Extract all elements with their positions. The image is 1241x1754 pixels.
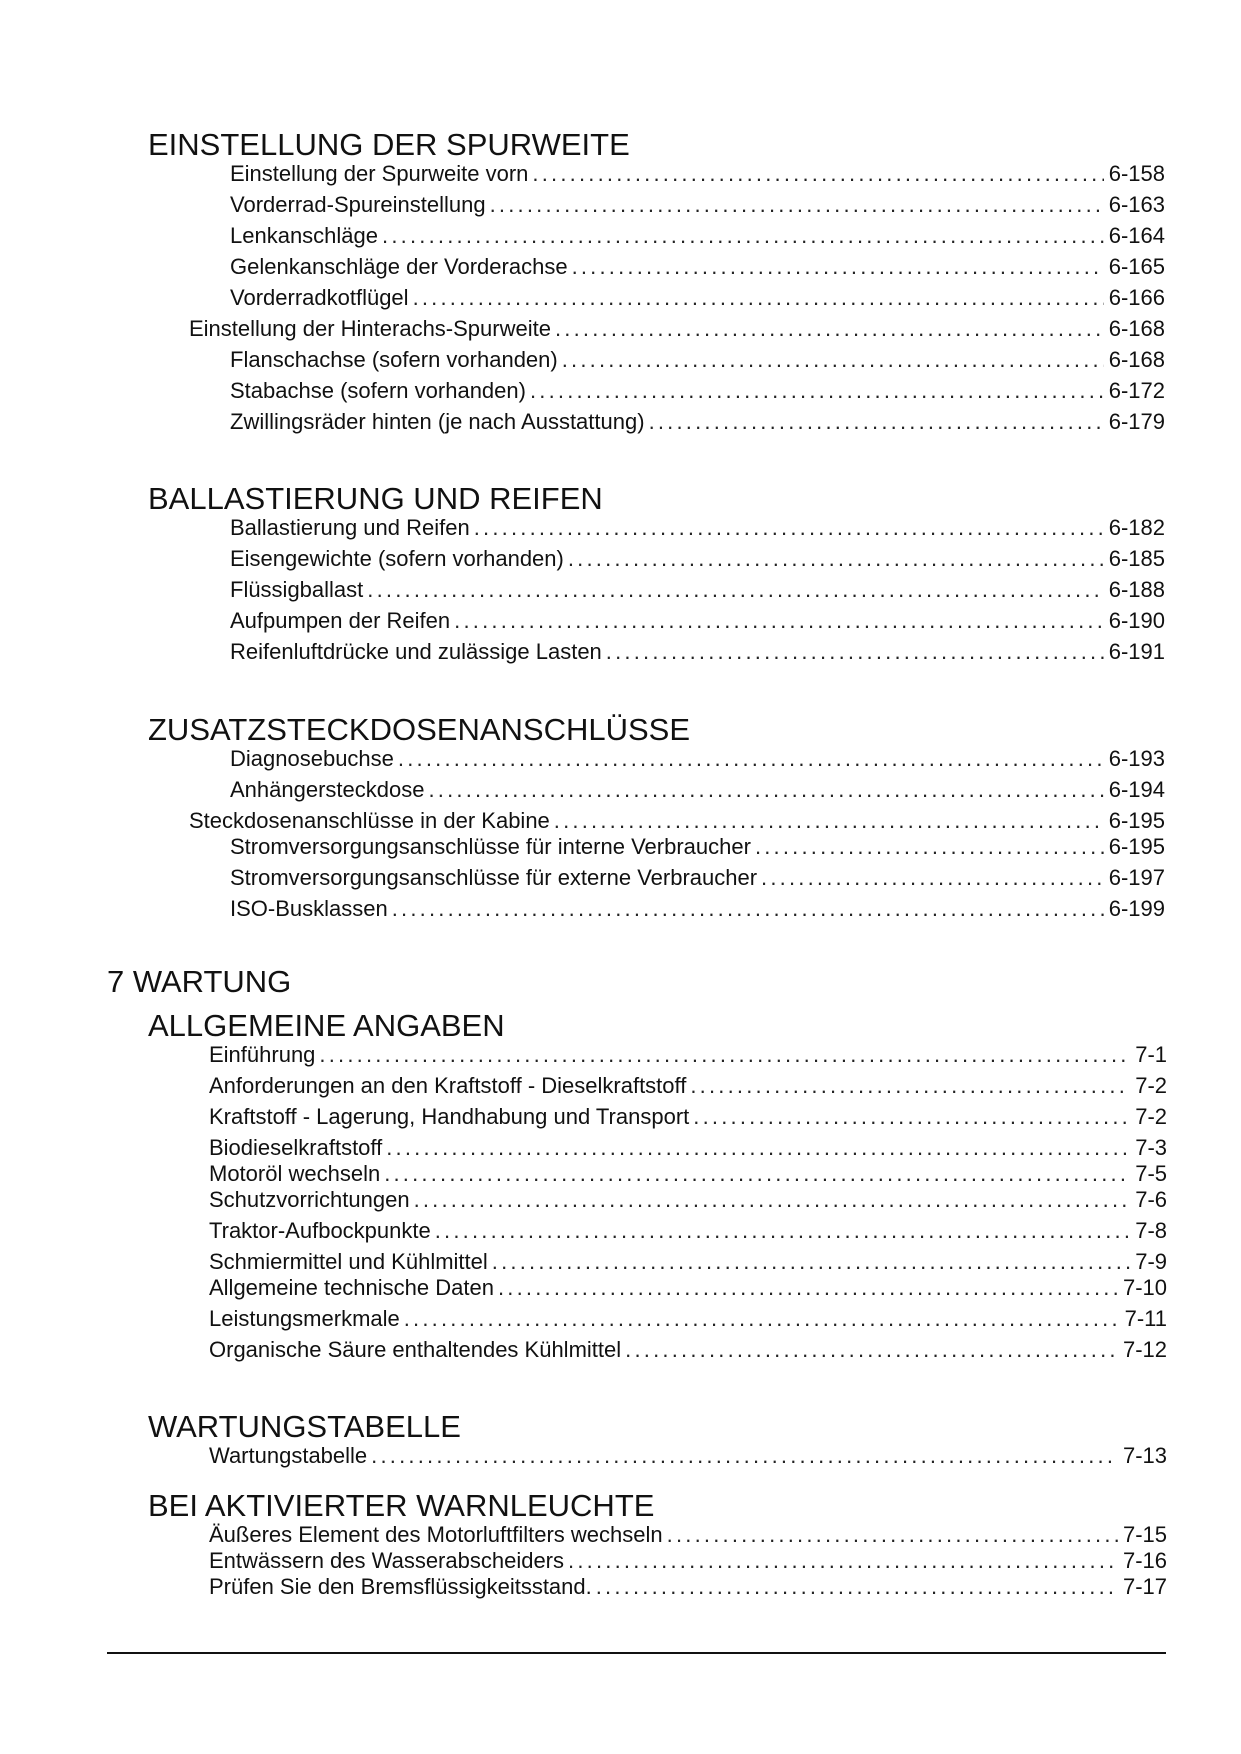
dot-leader [596,1576,1118,1598]
toc-entry-page: 6-199 [1108,896,1165,921]
toc-entry-label: Schutzvorrichtungen [209,1187,410,1212]
dot-leader [530,380,1104,402]
toc-entry-page: 6-195 [1108,808,1165,833]
toc-entry[interactable] [189,810,1165,832]
toc-entry[interactable] [209,1163,1167,1185]
toc-entry[interactable] [209,1137,1167,1159]
dot-leader [498,1277,1118,1299]
toc-entry[interactable] [230,163,1165,185]
toc-entry-page: 7-9 [1135,1249,1167,1274]
toc-entry[interactable] [209,1044,1167,1066]
toc-entry[interactable] [209,1308,1167,1330]
toc-entry[interactable] [209,1106,1167,1128]
dot-leader [413,287,1104,309]
toc-entry-page: 6-185 [1108,546,1165,571]
toc-entry-label: Einführung [209,1042,316,1067]
toc-entry-label: Entwässern des Wasserabscheiders [209,1548,565,1573]
toc-entry-label: Stabachse (sofern vorhanden) [230,378,526,403]
toc-entry-label: Flanschachse (sofern vorhanden) [230,347,558,372]
toc-entry-page: 6-193 [1108,746,1165,771]
toc-entry[interactable] [209,1189,1167,1211]
toc-entry-label: Traktor-Aufbockpunkte [209,1218,431,1243]
toc-entry[interactable] [230,836,1165,858]
toc-entry[interactable] [230,779,1165,801]
dot-leader [555,318,1104,340]
toc-entry-page: 6-164 [1108,223,1165,248]
chapter-heading: 7 WARTUNG [107,964,292,999]
section-heading-warnleuchte: BEI AKTIVIERTER WARNLEUCHTE [148,1488,655,1523]
toc-entry-page: 6-163 [1108,192,1165,217]
dot-leader [398,748,1104,770]
toc-entry-page: 6-194 [1108,777,1165,802]
dot-leader [667,1524,1118,1546]
toc-entry[interactable] [209,1220,1167,1242]
toc-entry-label: Äußeres Element des Motorluftfilters wechseln [209,1522,663,1547]
footer-divider [107,1652,1166,1654]
toc-entry-label: Kraftstoff - Lagerung, Handhabung und Transport [209,1104,690,1129]
toc-entry[interactable] [230,867,1165,889]
dot-leader [404,1308,1120,1330]
toc-entry-page: 7-16 [1122,1548,1167,1573]
dot-leader [474,517,1104,539]
toc-entry-label: Stromversorgungsanschlüsse für externe Verbraucher [230,865,758,890]
toc-entry-page: 6-195 [1108,834,1165,859]
toc-entry-page: 7-13 [1122,1443,1167,1468]
toc-entry[interactable] [209,1576,1167,1598]
toc-entry[interactable] [230,380,1165,402]
dot-leader [568,548,1104,570]
toc-entry-page: 7-6 [1135,1187,1167,1212]
toc-entry-label: Biodieselkraftstoff [209,1135,383,1160]
toc-entry-label: Prüfen Sie den Bremsflüssigkeitsstand. [209,1574,592,1599]
dot-leader [382,225,1104,247]
dot-leader [755,836,1104,858]
toc-entry[interactable] [230,349,1165,371]
toc-entry-page: 6-165 [1108,254,1165,279]
dot-leader [572,256,1104,278]
toc-entry-label: Vorderrad-Spureinstellung [230,192,486,217]
dot-leader [371,1445,1118,1467]
toc-entry-label: Leistungsmerkmale [209,1306,400,1331]
dot-leader [435,1220,1130,1242]
toc-entry[interactable] [209,1524,1167,1546]
dot-leader [367,579,1103,601]
toc-entry-label: Einstellung der Spurweite vorn [230,161,529,186]
toc-entry-page: 7-5 [1135,1161,1167,1186]
toc-entry-label: Schmiermittel und Kühlmittel [209,1249,488,1274]
dot-leader [606,641,1104,663]
toc-entry[interactable] [189,318,1165,340]
toc-entry-page: 6-166 [1108,285,1165,310]
dot-leader [649,411,1104,433]
dot-leader [428,779,1103,801]
toc-entry-label: Allgemeine technische Daten [209,1275,494,1300]
toc-entry[interactable] [230,579,1165,601]
section-heading-ballast: BALLASTIERUNG UND REIFEN [148,481,603,516]
toc-entry[interactable] [230,287,1165,309]
toc-entry-label: ISO-Busklassen [230,896,388,921]
toc-entry[interactable] [230,194,1165,216]
dot-leader [568,1550,1118,1572]
toc-entry[interactable] [209,1339,1167,1361]
toc-entry[interactable] [209,1251,1167,1273]
toc-entry[interactable] [230,225,1165,247]
toc-entry-label: Organische Säure enthaltendes Kühlmittel [209,1337,622,1362]
toc-entry-label: Aufpumpen der Reifen [230,608,451,633]
toc-entry[interactable] [230,517,1165,539]
toc-entry-label: Zwillingsräder hinten (je nach Ausstattung) [230,409,645,434]
dot-leader [490,194,1104,216]
dot-leader [492,1251,1130,1273]
dot-leader [761,867,1104,889]
toc-entry-page: 6-191 [1108,639,1165,664]
toc-entry-label: Steckdosenanschlüsse in der Kabine [189,808,550,833]
toc-entry-page: 7-10 [1122,1275,1167,1300]
dot-leader [625,1339,1118,1361]
toc-entry[interactable] [230,898,1165,920]
toc-entry[interactable] [209,1075,1167,1097]
dot-leader [454,610,1104,632]
toc-entry[interactable] [230,548,1165,570]
toc-entry-page: 7-3 [1135,1135,1167,1160]
dot-leader [392,898,1104,920]
toc-entry-label: Einstellung der Hinterachs-Spurweite [189,316,551,341]
dot-leader [693,1106,1130,1128]
toc-entry[interactable] [230,748,1165,770]
section-heading-allgemein: ALLGEMEINE ANGABEN [148,1008,505,1043]
toc-entry-page: 7-8 [1135,1218,1167,1243]
toc-entry[interactable] [209,1277,1167,1299]
toc-entry-page: 6-197 [1108,865,1165,890]
section-heading-steckdosen: ZUSATZSTECKDOSENANSCHLÜSSE [148,712,691,747]
toc-entry-page: 6-182 [1108,515,1165,540]
toc-entry-page: 6-188 [1108,577,1165,602]
toc-entry-page: 7-17 [1122,1574,1167,1599]
toc-entry-page: 6-168 [1108,316,1165,341]
toc-entry-label: Vorderradkotflügel [230,285,409,310]
dot-leader [319,1044,1130,1066]
toc-entry-page: 7-11 [1124,1306,1167,1331]
section-heading-spurweite: EINSTELLUNG DER SPURWEITE [148,127,630,162]
toc-entry[interactable] [209,1445,1167,1467]
toc-entry-page: 7-12 [1122,1337,1167,1362]
toc-entry-label: Flüssigballast [230,577,364,602]
toc-entry-label: Gelenkanschläge der Vorderachse [230,254,568,279]
toc-entry-label: Anforderungen an den Kraftstoff - Dieselkraftstoff [209,1073,687,1098]
toc-entry-label: Stromversorgungsanschlüsse für interne Verbraucher [230,834,751,859]
toc-entry[interactable] [230,411,1165,433]
toc-entry-label: Motoröl wechseln [209,1161,381,1186]
toc-entry-label: Diagnosebuchse [230,746,394,771]
toc-entry-page: 7-15 [1122,1522,1167,1547]
toc-entry-label: Reifenluftdrücke und zulässige Lasten [230,639,602,664]
toc-entry-page: 6-158 [1108,161,1165,186]
dot-leader [690,1075,1130,1097]
toc-entry-label: Wartungstabelle [209,1443,368,1468]
toc-entry[interactable] [230,641,1165,663]
toc-entry-label: Ballastierung und Reifen [230,515,470,540]
dot-leader [414,1189,1131,1211]
dot-leader [562,349,1104,371]
toc-entry-label: Lenkanschläge [230,223,379,248]
toc-entry[interactable] [230,610,1165,632]
toc-entry[interactable] [209,1550,1167,1572]
toc-entry-page: 7-1 [1135,1042,1167,1067]
dot-leader [532,163,1103,185]
toc-entry[interactable] [230,256,1165,278]
dot-leader [384,1163,1130,1185]
dot-leader [386,1137,1130,1159]
dot-leader [554,810,1104,832]
toc-entry-page: 6-168 [1108,347,1165,372]
toc-entry-label: Anhängersteckdose [230,777,425,802]
section-heading-wartungstabelle: WARTUNGSTABELLE [148,1409,461,1444]
toc-entry-page: 7-2 [1135,1104,1167,1129]
toc-entry-page: 6-190 [1108,608,1165,633]
toc-entry-page: 7-2 [1135,1073,1167,1098]
toc-entry-page: 6-172 [1108,378,1165,403]
toc-entry-page: 6-179 [1108,409,1165,434]
toc-entry-label: Eisengewichte (sofern vorhanden) [230,546,564,571]
